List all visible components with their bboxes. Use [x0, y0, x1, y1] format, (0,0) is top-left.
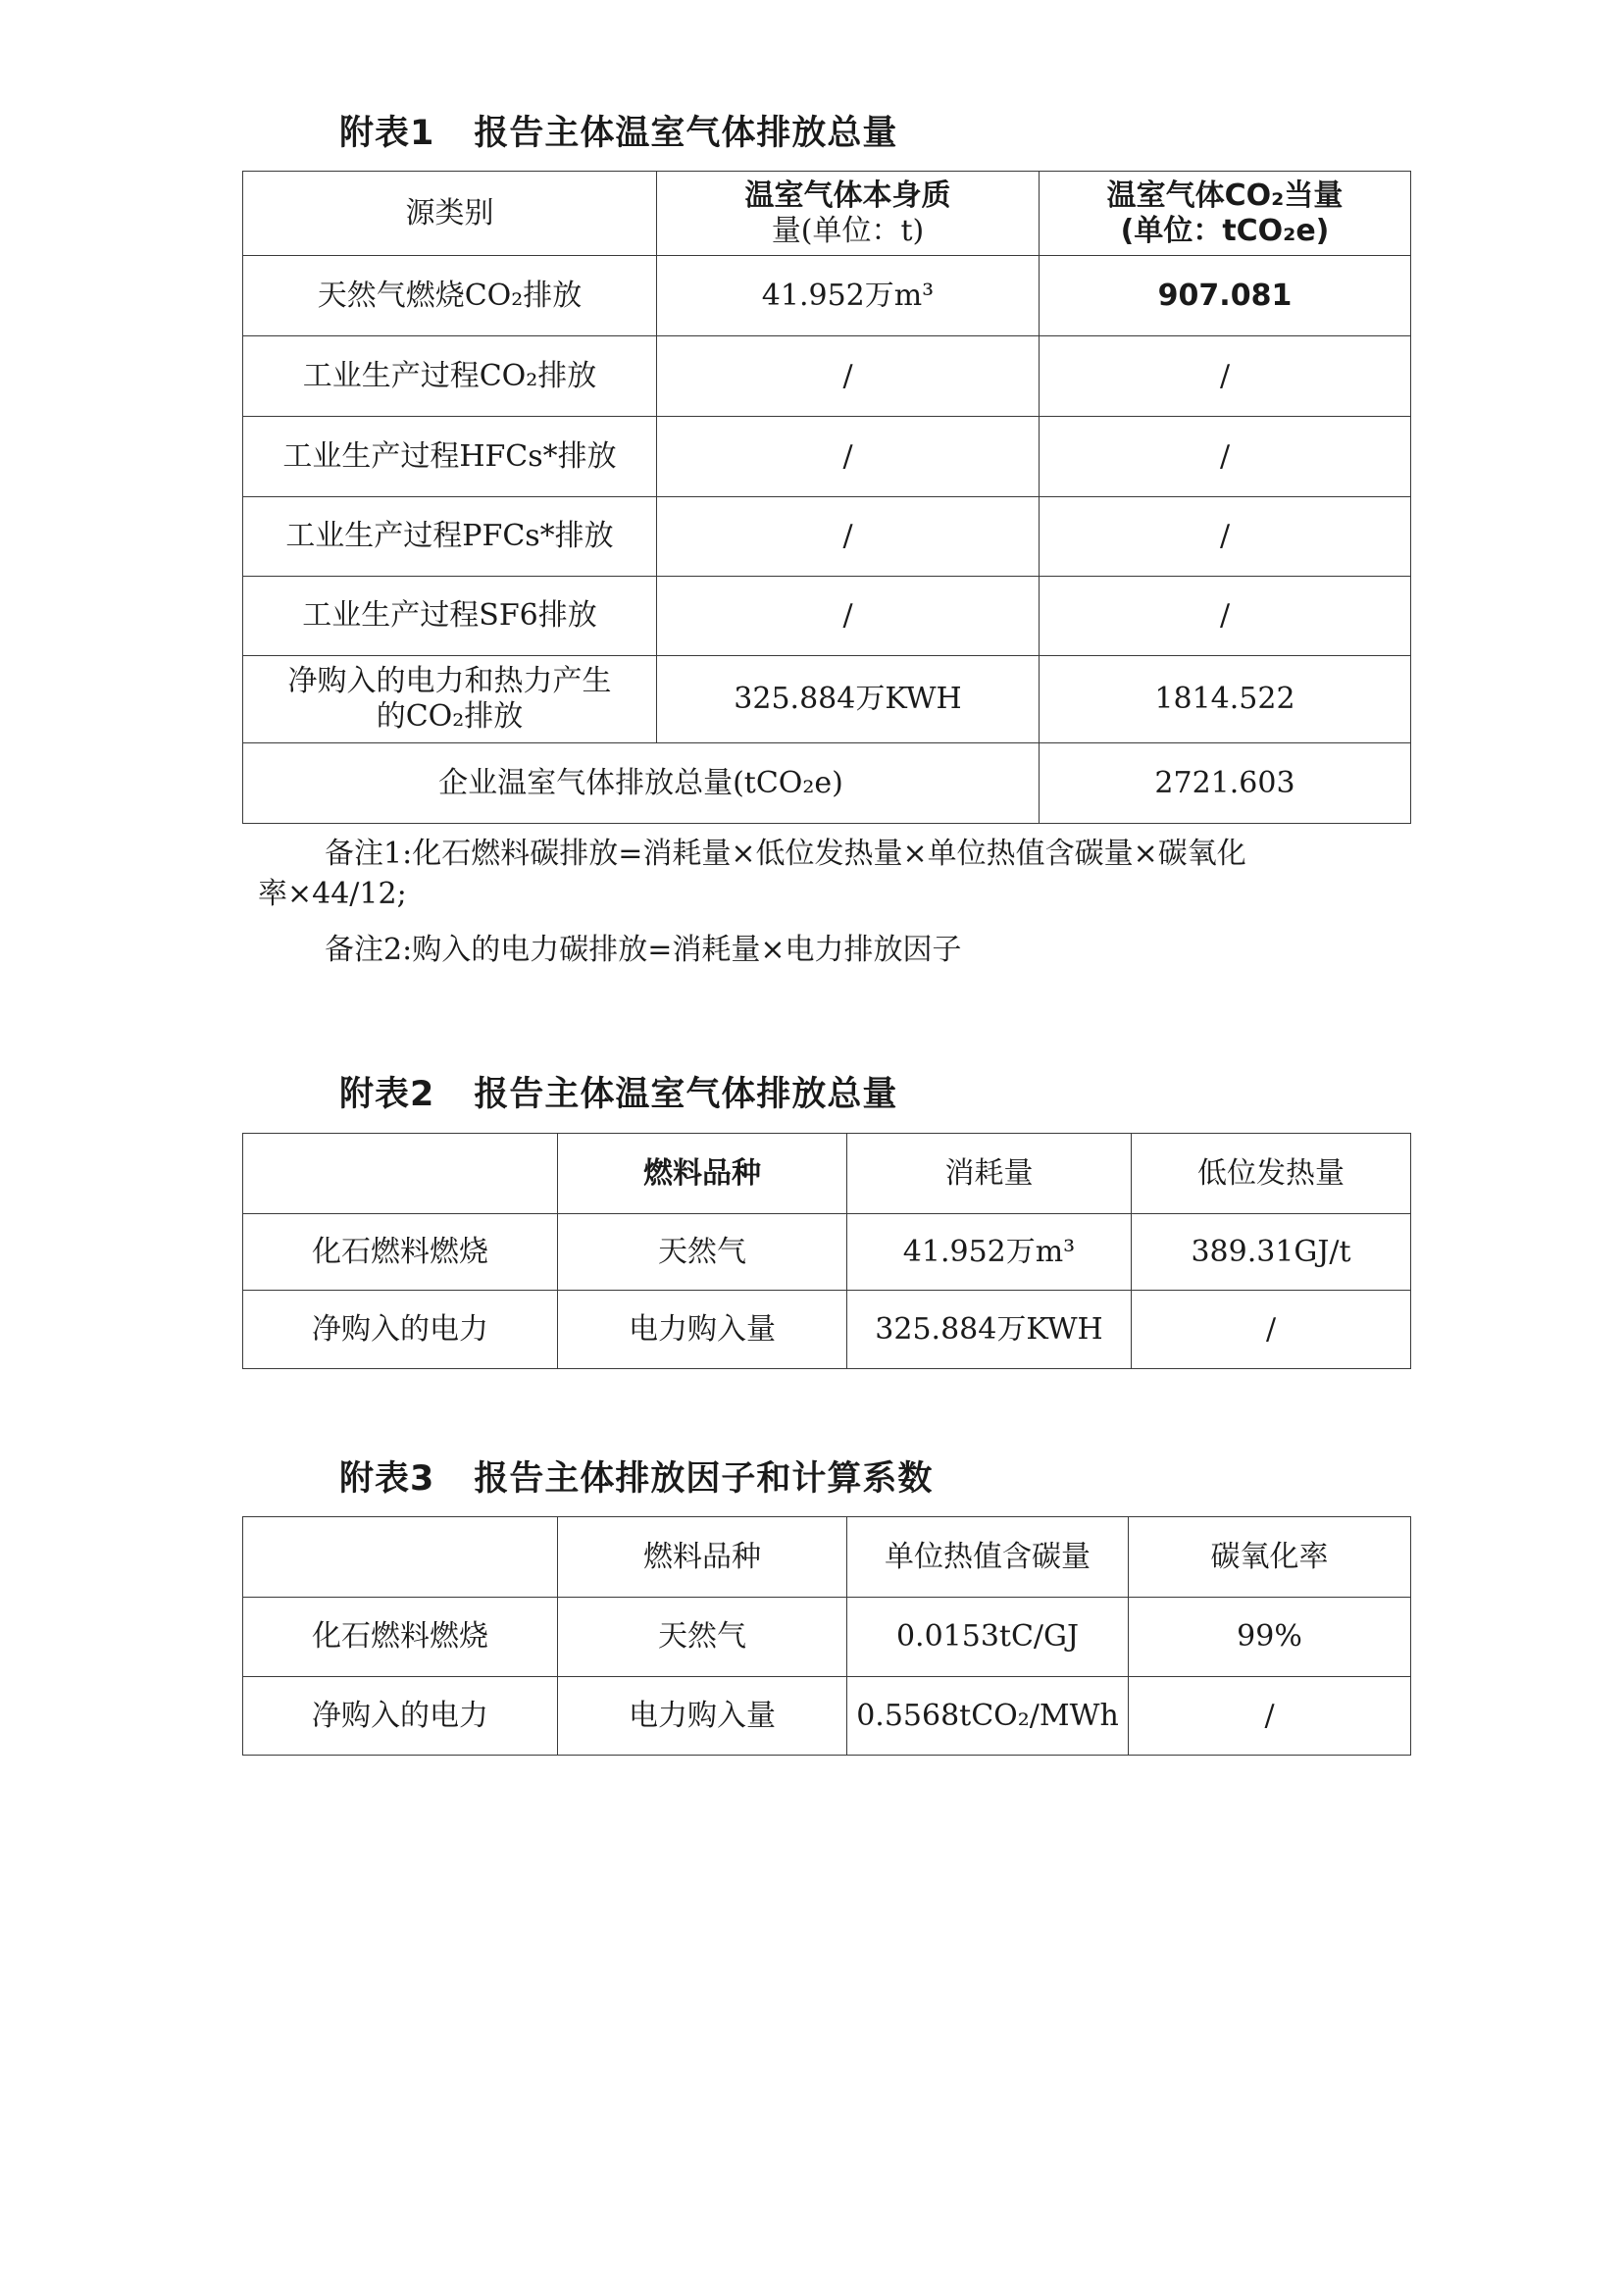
header-consumption: 消耗量 — [847, 1134, 1132, 1214]
row-mass: / — [657, 577, 1040, 656]
note2: 备注2:购入的电力碳排放=消耗量×电力排放因子 — [325, 933, 962, 967]
table-row — [243, 656, 1411, 743]
table-header-row — [243, 172, 1411, 256]
table-row — [243, 577, 1411, 656]
emission-factor-table — [242, 1516, 1411, 1756]
total-label: 企业温室气体排放总量(tCO₂e) — [243, 743, 1040, 824]
table-row — [243, 336, 1411, 417]
row-source-line2: 的CO₂排放 — [376, 699, 524, 734]
row-source: 工业生产过程CO₂排放 — [243, 336, 657, 417]
row-mass: 41.952万m³ — [657, 256, 1040, 336]
table-row — [243, 1214, 1411, 1291]
row-carbon-content: 0.0153tC/GJ — [847, 1598, 1129, 1677]
row-category: 化石燃料燃烧 — [243, 1214, 558, 1291]
table2-title-text: 报告主体温室气体排放总量 — [474, 1075, 898, 1114]
row-eq: / — [1040, 497, 1411, 577]
row-mass: 325.884万KWH — [657, 656, 1040, 743]
table-row — [243, 1291, 1411, 1369]
row-oxidation-rate: 99% — [1129, 1598, 1411, 1677]
row-source — [243, 656, 657, 743]
total-value: 2721.603 — [1040, 743, 1411, 824]
header-eq — [1040, 172, 1411, 256]
table2-title — [339, 1067, 897, 1116]
table-row — [243, 1677, 1411, 1756]
row-mass: / — [657, 336, 1040, 417]
header-empty — [243, 1134, 558, 1214]
table-row — [243, 256, 1411, 336]
row-category: 净购入的电力 — [243, 1677, 558, 1756]
table-row — [243, 417, 1411, 497]
row-eq: 907.081 — [1040, 256, 1411, 336]
header-eq-line2: (单位：tCO₂e) — [1120, 213, 1330, 248]
header-mass — [657, 172, 1040, 256]
row-source-line1: 净购入的电力和热力产生 — [287, 664, 612, 698]
note1-line1: 备注1:化石燃料碳排放=消耗量×低位发热量×单位热值含碳量×碳氧化 — [325, 837, 1246, 871]
row-fuel: 天然气 — [558, 1598, 847, 1677]
header-fuel-type: 燃料品种 — [558, 1134, 847, 1214]
row-fuel: 电力购入量 — [558, 1291, 847, 1369]
header-carbon-content: 单位热值含碳量 — [847, 1517, 1129, 1598]
header-fuel-type: 燃料品种 — [558, 1517, 847, 1598]
table-row — [243, 1598, 1411, 1677]
row-fuel: 天然气 — [558, 1214, 847, 1291]
header-empty — [243, 1517, 558, 1598]
emissions-total-table — [242, 171, 1411, 824]
total-row — [243, 743, 1411, 824]
header-heat-value: 低位发热量 — [1132, 1134, 1411, 1214]
table1-title-label: 附表1 — [339, 114, 435, 153]
row-eq: 1814.522 — [1040, 656, 1411, 743]
row-eq: / — [1040, 577, 1411, 656]
row-eq: / — [1040, 336, 1411, 417]
table1-title-text: 报告主体温室气体排放总量 — [474, 114, 898, 153]
table-row — [243, 497, 1411, 577]
row-heat-value: 389.31GJ/t — [1132, 1214, 1411, 1291]
row-category: 净购入的电力 — [243, 1291, 558, 1369]
header-source: 源类别 — [243, 172, 657, 256]
table3-title-label: 附表3 — [339, 1459, 435, 1499]
table3-title-text: 报告主体排放因子和计算系数 — [474, 1459, 934, 1499]
header-oxidation-rate: 碳氧化率 — [1129, 1517, 1411, 1598]
row-mass: / — [657, 497, 1040, 577]
row-mass: / — [657, 417, 1040, 497]
table2-title-label: 附表2 — [339, 1075, 435, 1114]
row-consumption: 325.884万KWH — [847, 1291, 1132, 1369]
row-consumption: 41.952万m³ — [847, 1214, 1132, 1291]
table-header-row — [243, 1134, 1411, 1214]
row-category: 化石燃料燃烧 — [243, 1598, 558, 1677]
note1-line2: 率×44/12; — [258, 877, 407, 911]
row-heat-value: / — [1132, 1291, 1411, 1369]
row-source: 工业生产过程SF6排放 — [243, 577, 657, 656]
row-source: 天然气燃烧CO₂排放 — [243, 256, 657, 336]
row-carbon-content: 0.5568tCO₂/MWh — [847, 1677, 1129, 1756]
row-source: 工业生产过程PFCs*排放 — [243, 497, 657, 577]
row-eq: / — [1040, 417, 1411, 497]
row-oxidation-rate: / — [1129, 1677, 1411, 1756]
table1-title — [339, 106, 897, 155]
header-eq-line1: 温室气体CO₂当量 — [1106, 178, 1344, 213]
fuel-consumption-table — [242, 1133, 1411, 1369]
header-mass-line2: 量(单位：t) — [771, 213, 925, 248]
table-header-row — [243, 1517, 1411, 1598]
table3-title — [339, 1452, 933, 1501]
row-fuel: 电力购入量 — [558, 1677, 847, 1756]
header-mass-line1: 温室气体本身质 — [744, 178, 951, 213]
row-source: 工业生产过程HFCs*排放 — [243, 417, 657, 497]
